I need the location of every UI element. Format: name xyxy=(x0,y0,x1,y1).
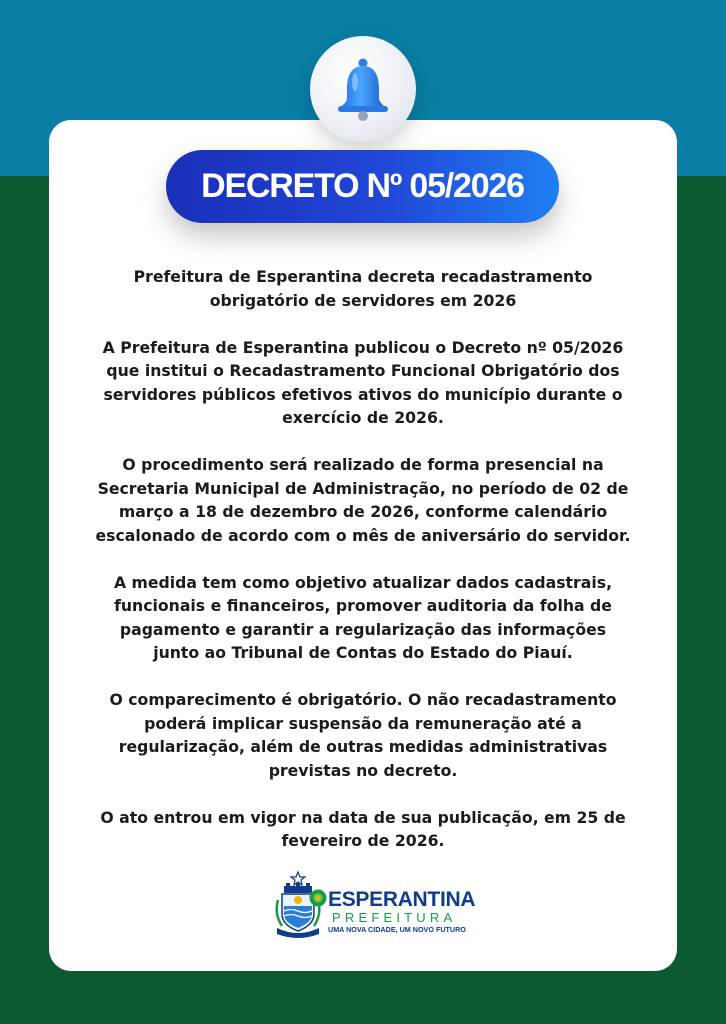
page-title: DECRETO Nº 05/2026 xyxy=(201,167,524,205)
logo-subtitle: PREFEITURA xyxy=(332,910,457,925)
sun-emblem-icon xyxy=(309,889,327,907)
paragraph-3: A medida tem como objetivo atualizar dados cadastrais, funcionais e financeiros, promover auditoria da folha de pagamento e garantir a regularização das informações junto ao Tribunal de Contas do Estado do Piauí. xyxy=(113,572,613,662)
bell-badge xyxy=(310,36,416,142)
paragraph-2: O procedimento será realizado de forma presencial na Secretaria Municipal de Administração, no período de 02 de março a 18 de dezembro de 2026, conforme calendário escalonado de acordo com o mês de aniversário do servidor. xyxy=(95,455,631,545)
paragraph-5: O ato entrou em vigor na data de sua publicação, em 25 de fevereiro de 2026. xyxy=(100,807,626,850)
paragraph-1: A Prefeitura de Esperantina publicou o Decreto nº 05/2026 que institui o Recadastramento Funcional Obrigatório dos servidores públicos efetivos ativos do município durante o exercício de 2026. xyxy=(102,337,624,427)
decree-title-pill xyxy=(166,150,559,223)
paragraph-4: O comparecimento é obrigatório. O não recadastramento poderá implicar suspensão da remuneração até a regularização, além de outras medidas administrativas previstas no decreto. xyxy=(109,690,617,780)
article-headline: Prefeitura de Esperantina decreta recadastramento obrigatório de servidores em 2026 xyxy=(133,267,593,310)
article-body xyxy=(95,265,631,853)
prefeitura-logo xyxy=(272,870,476,940)
logo-name: ESPERANTINA xyxy=(328,888,476,911)
bell-icon xyxy=(333,56,393,122)
logo-tagline: UMA NOVA CIDADE, UM NOVO FUTURO xyxy=(328,925,466,934)
